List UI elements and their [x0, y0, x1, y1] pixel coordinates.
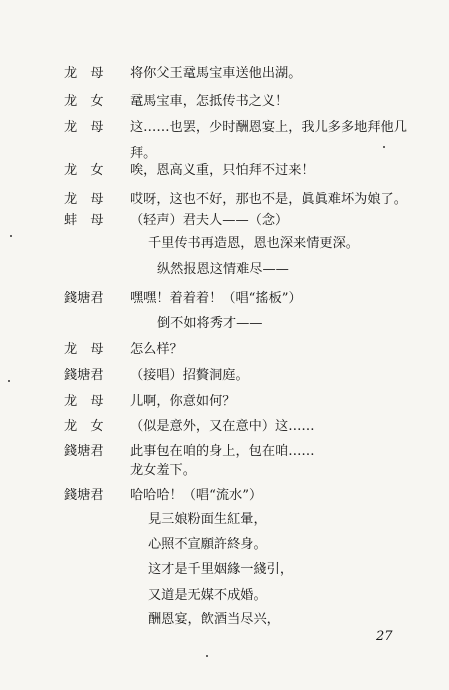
dialogue-text: （轻声）君夫人——（念） — [130, 213, 289, 228]
verse-or-continuation-text: 酬恩宴，飲酒当尽兴， — [148, 612, 280, 627]
speaker-name: 龙 母 — [64, 120, 104, 135]
page-number: 27 — [376, 629, 393, 644]
script-line — [0, 210, 449, 232]
speaker-name: 龙 女 — [64, 419, 104, 434]
dialogue-text: （接唱）招贅洞庭。 — [130, 368, 249, 383]
dialogue-text: 儿啊，你意如何？ — [130, 394, 236, 409]
script-line — [0, 416, 449, 438]
verse-or-continuation-text: 纵然报恩这情难尽—— — [157, 262, 289, 277]
verse-or-continuation-text: 千里传书再造恩，恩也深来情更深。 — [148, 236, 359, 251]
speaker-name: 龙 女 — [64, 94, 104, 109]
script-line — [0, 460, 449, 482]
speaker-name: 龙 母 — [64, 342, 104, 357]
verse-or-continuation-text: 見三娘粉面生紅暈， — [148, 512, 267, 527]
script-line — [0, 313, 449, 335]
speaker-name: 龙 母 — [64, 192, 104, 207]
dialogue-text: 此事包在咱的身上，包在咱…… — [130, 444, 315, 459]
script-line — [0, 609, 449, 631]
verse-or-continuation-text: 龙女羞下。 — [130, 463, 196, 478]
script-line — [0, 91, 449, 113]
verse-or-continuation-text: 倒不如将秀才—— — [157, 316, 263, 331]
dialogue-text: （似是意外，又在意中）这…… — [130, 419, 315, 434]
speaker-name: 錢塘君 — [64, 444, 104, 459]
speaker-name: 龙 母 — [64, 66, 104, 81]
dialogue-text: 哎呀，这也不好，那也不是，眞眞难坏为娘了。 — [130, 192, 407, 207]
dialogue-text: 这……也罢，少时酬恩宴上，我儿多多地拜他几 — [130, 120, 407, 135]
print-speck — [10, 235, 12, 237]
print-speck — [8, 380, 10, 382]
script-line — [0, 559, 449, 581]
print-speck — [206, 655, 208, 657]
script-line — [0, 365, 449, 387]
verse-or-continuation-text: 这才是千里姻緣一綫引， — [148, 562, 294, 577]
script-line — [0, 63, 449, 85]
speaker-name: 錢塘君 — [64, 291, 104, 306]
script-line — [0, 259, 449, 281]
script-line — [0, 534, 449, 556]
speaker-name: 錢塘君 — [64, 488, 104, 503]
dialogue-text: 将你父王鼋馬宝車送他出湖。 — [130, 66, 302, 81]
script-line — [0, 391, 449, 413]
print-speck — [383, 146, 385, 148]
script-line — [0, 485, 449, 507]
dialogue-text: 嘿嘿！着着着！（唱“搖板”） — [130, 291, 302, 306]
dialogue-text: 哈哈哈！（唱“流水”） — [130, 488, 263, 503]
verse-or-continuation-text: 拜。 — [130, 146, 157, 161]
script-line — [0, 339, 449, 361]
script-line — [0, 160, 449, 182]
dialogue-text: 怎么样？ — [130, 342, 183, 357]
script-line — [0, 288, 449, 310]
script-line — [0, 509, 449, 531]
speaker-name: 錢塘君 — [64, 368, 104, 383]
script-line — [0, 233, 449, 255]
dialogue-text: 唉，恩高义重，只怕拜不过来！ — [130, 163, 315, 178]
dialogue-text: 鼋馬宝車，怎抵传书之义！ — [130, 94, 289, 109]
script-line — [0, 117, 449, 139]
script-line — [0, 585, 449, 607]
script-line — [0, 189, 449, 211]
verse-or-continuation-text: 又道是无媒不成婚。 — [148, 588, 267, 603]
verse-or-continuation-text: 心照不宣願許終身。 — [148, 537, 267, 552]
speaker-name: 蚌 母 — [64, 213, 104, 228]
speaker-name: 龙 女 — [64, 163, 104, 178]
speaker-name: 龙 母 — [64, 394, 104, 409]
